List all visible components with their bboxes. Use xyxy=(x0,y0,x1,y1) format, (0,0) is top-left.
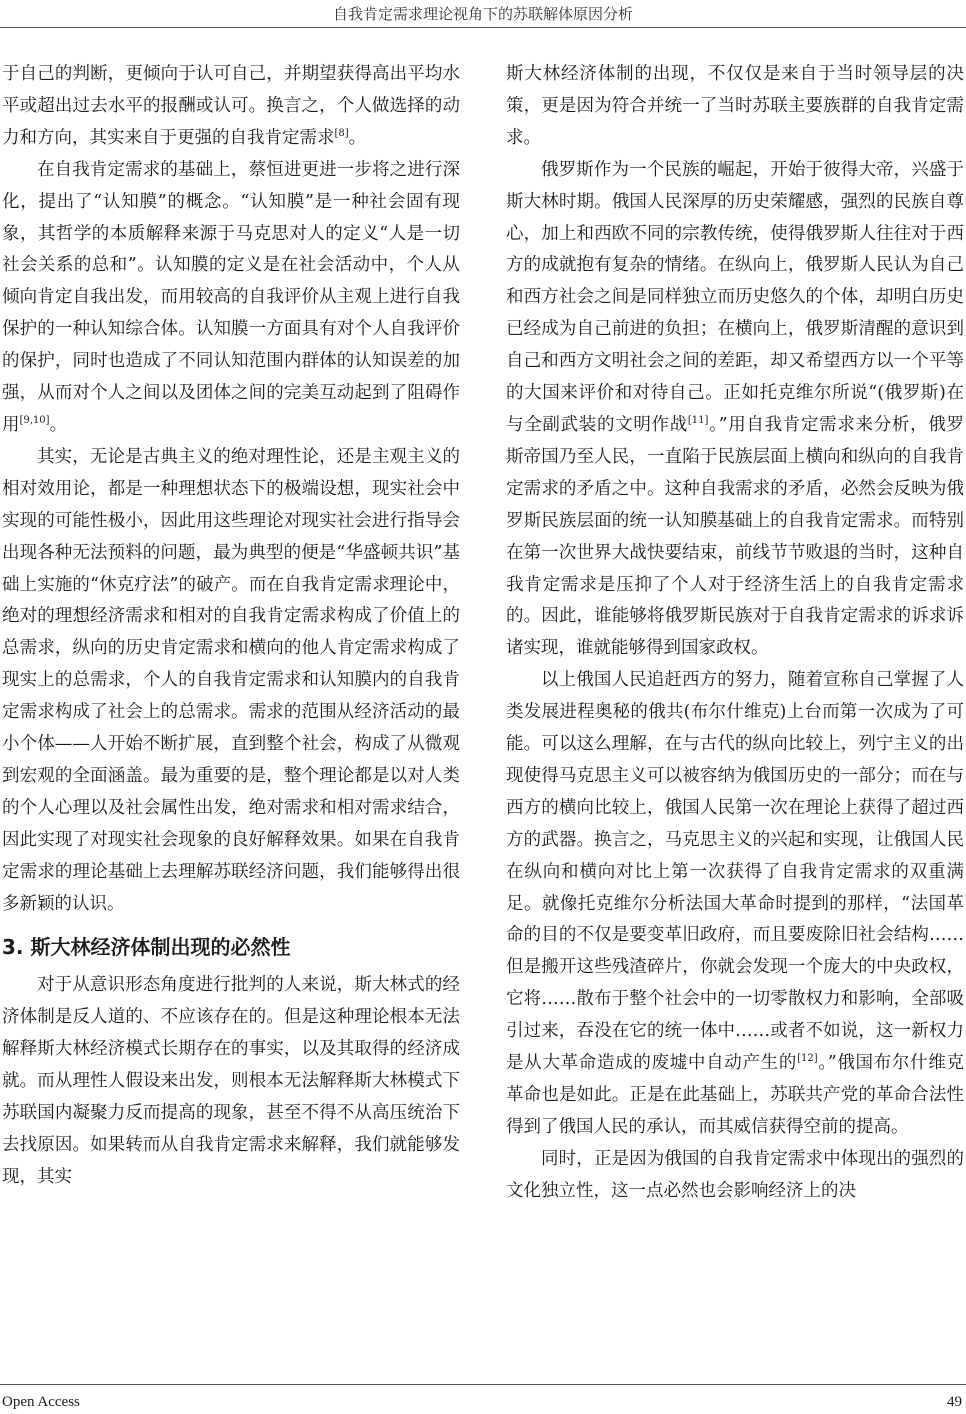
paragraph-cultural-independence: 同时，正是因为俄国的自我肯定需求中体现出的强烈的文化独立性，这一点必然也会影响经济上的决 xyxy=(506,1148,964,1201)
section-heading: 3. 斯大林经济体制出现的必然性 xyxy=(2,935,291,960)
paragraph-cognitive-membrane: 在自我肯定需求的基础上，蔡恒进更进一步将之进行深化，提出了“认知膜”的概念。“认知膜”是一种社会固有现象，其哲学的本质解释来源于马克思对人的定义“人是一切社会关系的总和”。认知膜的定义是在社会活动中，个人从倾向肯定自我出发，而用较高的自我评价从主观上进行自我保护的一种认知综合体。认知膜一方面具有对个人自我评价的保护，同时也造成了不同认知范围内群体的认知误差的加强，从而对个人之间以及团体之间的完美互动起到了阻碍作用[9,10]。 xyxy=(2,159,460,435)
journal-label: Open Access xyxy=(2,1394,80,1410)
paragraph-continuation: 斯大林经济体制的出现，不仅仅是来自于当时领导层的决策，更是因为符合并统一了当时苏联主要族群的自我肯定需求。 xyxy=(506,64,964,148)
paragraph-stalin-model: 对于从意识形态角度进行批判的人来说，斯大林式的经济体制是反人道的、不应该存在的。但是这种理论根本无法解释斯大林经济模式长期存在的事实，以及其取得的经济成就。而从理性人假设来出发，则根本无法解释斯大林模式下苏联国内凝聚力反而提高的现象，甚至不得不从高压统治下去找原因。如果转而从自我肯定需求来解释，我们就能够发现，其实 xyxy=(2,975,460,1187)
header-rule xyxy=(0,27,966,28)
citation-ref: [11] xyxy=(687,414,709,426)
citation-ref: [9,10] xyxy=(19,414,50,426)
paragraph-bolshevik: 以上俄国人民追赶西方的努力，随着宣称自己掌握了人类发展进程奥秘的俄共(布尔什维克)上台而第一次成为了可能。可以这么理解，在与古代的纵向比较上，列宁主义的出现使得马克思主义可以被容纳为俄国历史的一部分；而在与西方的横向比较上，俄国人民第一次在理论上获得了超过西方的武器。换言之，马克思主义的兴起和实现，让俄国人民在纵向和横向对比上第一次获得了自我肯定需求的双重满足。就像托克维尔分析法国大革命时提到的那样，“法国革命的目的不仅是要变革旧政府，而且要废除旧社会结构……但是搬开这些残渣碎片，你就会发现一个庞大的中央政权，它将……散布于整个社会中的一切零散权力和影响，全部吸引过来，吞没在它的统一体中……或者不如说，这一新权力是从大革命造成的废墟中自动产生的[12]。”俄国布尔什维克革命也是如此。正是在此基础上，苏联共产党的革命合法性得到了俄国人民的承认，而其威信获得空前的提高。 xyxy=(506,670,965,1137)
right-column xyxy=(506,59,964,1208)
left-column xyxy=(2,59,460,1194)
paragraph-russian-rise: 俄罗斯作为一个民族的崛起，开始于彼得大帝，兴盛于斯大林时期。俄国人民深厚的历史荣耀感，强烈的民族自尊心，加上和西欧不同的宗教传统，使得俄罗斯人往往对于西方的成就抱有复杂的情绪。在纵向上，俄罗斯人民认为自己和西方社会之间是同样独立而历史悠久的个体，却明白历史已经成为自己前进的负担；在横向上，俄罗斯清醒的意识到自己和西方文明社会之间的差距，却又希望西方以一个平等的大国来评价和对待自己。正如托克维尔所说“(俄罗斯)在与全副武装的文明作战[11]。”用自我肯定需求来分析，俄罗斯帝国乃至人民，一直陷于民族层面上横向和纵向的自我肯定需求的矛盾之中。这种自我需求的矛盾，必然会反映为俄罗斯民族层面的统一认知膜基础上的自我肯定需求。而特别在第一次世界大战快要结束，前线节节败退的当时，这种自我肯定需求是压抑了个人对于经济生活上的自我肯定需求的。因此，谁能够将俄罗斯民族对于自我肯定需求的诉求诉诸实现，谁就能够得到国家政权。 xyxy=(506,159,964,659)
footer-rule xyxy=(0,1384,966,1385)
paragraph-theory-comparison: 其实，无论是古典主义的绝对理性论，还是主观主义的相对效用论，都是一种理想状态下的极端设想，现实社会中实现的可能性极小，因此用这些理论对现实社会进行指导会出现各种无法预料的问题，最为典型的便是“华盛顿共识”基础上实施的“休克疗法”的破产。而在自我肯定需求理论中，绝对的理想经济需求和相对的自我肯定需求构成了价值上的总需求，纵向的历史肯定需求和横向的他人肯定需求构成了现实上的总需求，个人的自我肯定需求和认知膜内的自我肯定需求构成了社会上的总需求。需求的范围从经济活动的最小个体——人开始不断扩展，直到整个社会，构成了从微观到宏观的全面涵盖。最为重要的是，整个理论都是以对人类的个人心理以及社会属性出发，绝对需求和相对需求结合，因此实现了对现实社会现象的良好解释效果。如果在自我肯定需求的理论基础上去理解苏联经济问题，我们能够得出很多新颖的认识。 xyxy=(2,446,460,914)
running-header: 自我肯定需求理论视角下的苏联解体原因分析 xyxy=(332,5,633,23)
citation-ref: [12] xyxy=(797,1053,818,1065)
citation-ref: [8] xyxy=(334,127,349,139)
paragraph-continuation: 于自己的判断，更倾向于认可自己，并期望获得高出平均水平或超出过去水平的报酬或认可。换言之，个人做选择的动力和方向，其实来自于更强的自我肯定需求[8]。 xyxy=(2,64,460,148)
page-number: 49 xyxy=(947,1394,962,1410)
